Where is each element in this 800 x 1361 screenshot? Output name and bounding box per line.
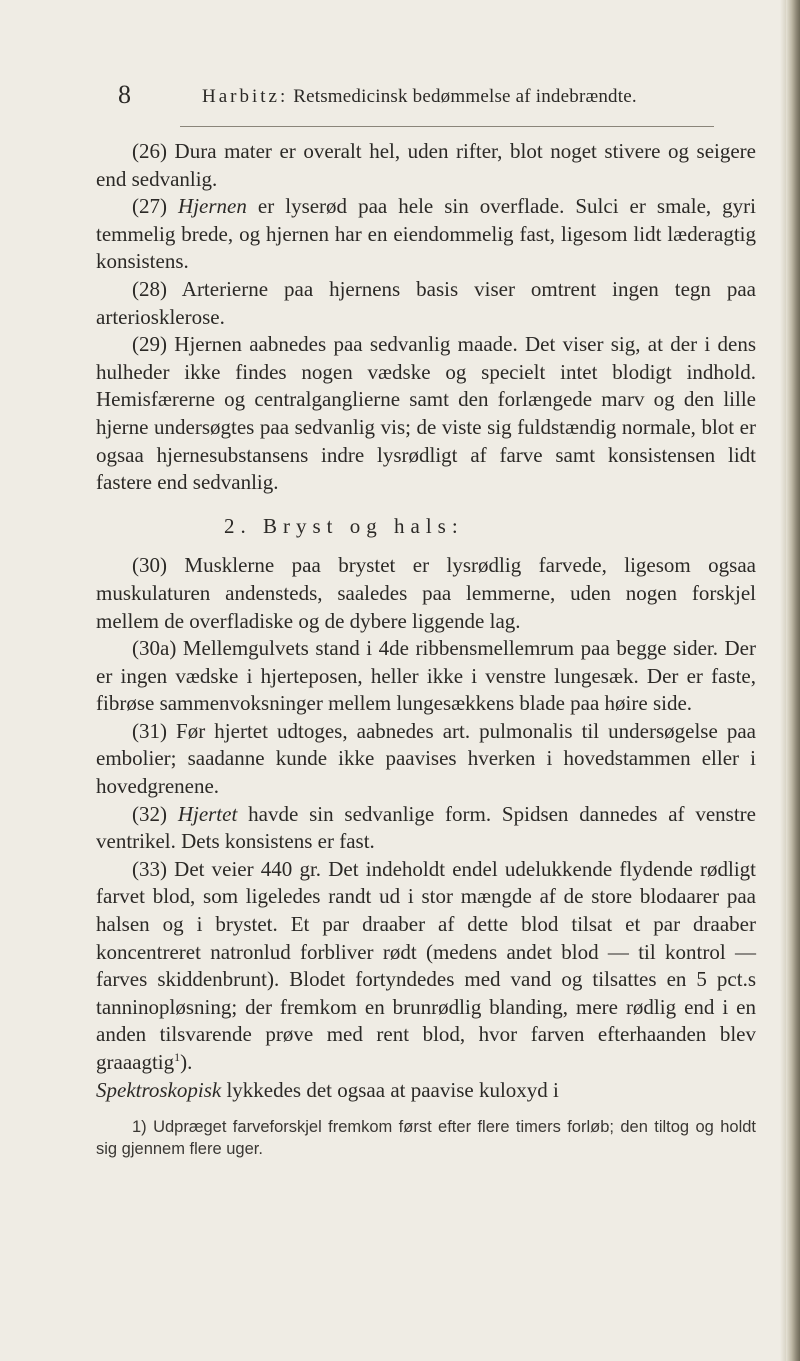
- paragraph-26: (26) Dura mater er overalt hel, uden rifter, blot noget stivere og seigere end sedvanlig.: [96, 139, 756, 191]
- footnote-text: Udpræget farveforskjel fremkom først efter flere timers forløb; den tiltog og holdt sig gjennem flere uger.: [96, 1118, 756, 1159]
- footnote-reference: 1: [174, 1050, 181, 1064]
- paragraph-32-text: havde sin sedvanlige form. Spidsen dannedes af venstre ventrikel. Dets konsistens er fast.: [96, 801, 756, 854]
- paragraph-33-close: ).: [180, 1050, 193, 1074]
- paragraph-29: (29) Hjernen aabnedes paa sedvanlig maade. Det viser sig, at der i dens hulheder ikke findes nogen vædske og specielt intet blodigt indhold. Hemisfærerne og centralganglierne samt den forlængede marv og den lille hjerne undersøgtes paa sedvanlig vis; de viste sig fuldstændig normale, blot er ogsaa hjernesubstansens indre lysrødligt af farve samt konsistensen lidt fastere end sedvanlig.: [96, 332, 756, 495]
- paragraph-27: [96, 193, 756, 276]
- section-heading: 2. Bryst og hals:: [224, 513, 464, 538]
- running-head: [202, 84, 637, 110]
- footnote-separator: [96, 1104, 756, 1116]
- paragraph-33-italic: Spektroskopisk: [96, 1077, 222, 1102]
- header-author: Harbitz:: [202, 86, 289, 107]
- paragraph-27-text: er lyserød paa hele sin overflade. Sulci er smale, gyri temmelig brede, og hjernen har en eiendommelig fast, ligesom lidt læderagtig konsistens.: [96, 194, 756, 274]
- paragraph-33: [96, 856, 756, 1104]
- paragraph-32-number: (32): [132, 801, 178, 826]
- running-header: [118, 80, 718, 114]
- paragraph-27-number: (27): [132, 194, 179, 219]
- page-number: 8: [118, 80, 131, 109]
- book-spine-edge: [786, 0, 800, 1361]
- paragraph-32-italic: Hjertet: [177, 801, 238, 826]
- paragraph-30a: (30a) Mellemgulvets stand i 4de ribbensmellemrum paa begge sider. Der er ingen vædske i hjerteposen, heller ikke i venstre lungesæk. Der er faste, fibrøse sammenvoksninger mellem lungesækkens blade paa høire side.: [96, 636, 756, 716]
- paragraph-33-text: (33) Det veier 440 gr. Det indeholdt endel udelukkende flydende rødligt farvet blod, som ligeledes randt ud i stor mængde af de store blodaarer paa halsen og i brystet. Et par draaber af dette blod tilsat et par draaber koncentreret natronlud forbliver rødt (medens andet blod — til kontrol — farves skiddenbrunt). Blodet fortyndedes med vand og tilsattes en 5 pct.s tanninopløsning; der fremkom en brunrødlig blanding, mere rødlig end i en anden tilsvarende prøve med rent blod, hvor farven efterhaanden blev graaagtig: [96, 856, 756, 1074]
- paragraph-31: (31) Før hjertet udtoges, aabnedes art. pulmonalis til undersøgelse paa embolier; saadanne kunde ikke paavises hverken i hovedstammen eller i hovedgrenene.: [96, 718, 756, 799]
- footnote-marker: 1): [132, 1118, 154, 1137]
- paragraph-30: (30) Musklerne paa brystet er lysrødlig farvede, ligesom ogsaa muskulaturen andensteds, saaledes paa lemmerne, uden nogen forskjel mellem de overfladiske og de dybere liggende lag.: [96, 553, 756, 633]
- paragraph-32: [96, 801, 756, 856]
- header-title: Retsmedicinsk bedømmelse af indebrændte.: [293, 86, 637, 107]
- paragraph-27-italic: Hjernen: [178, 194, 247, 219]
- footnote: [96, 1116, 756, 1160]
- paragraph-28: (28) Arterierne paa hjernens basis viser omtrent ingen tegn paa arteriosklerose.: [96, 276, 756, 329]
- paragraph-33-continuation: lykkedes det ogsaa at paavise kuloxyd i: [221, 1077, 559, 1102]
- page-body: [96, 138, 756, 1160]
- header-rule: [180, 126, 714, 127]
